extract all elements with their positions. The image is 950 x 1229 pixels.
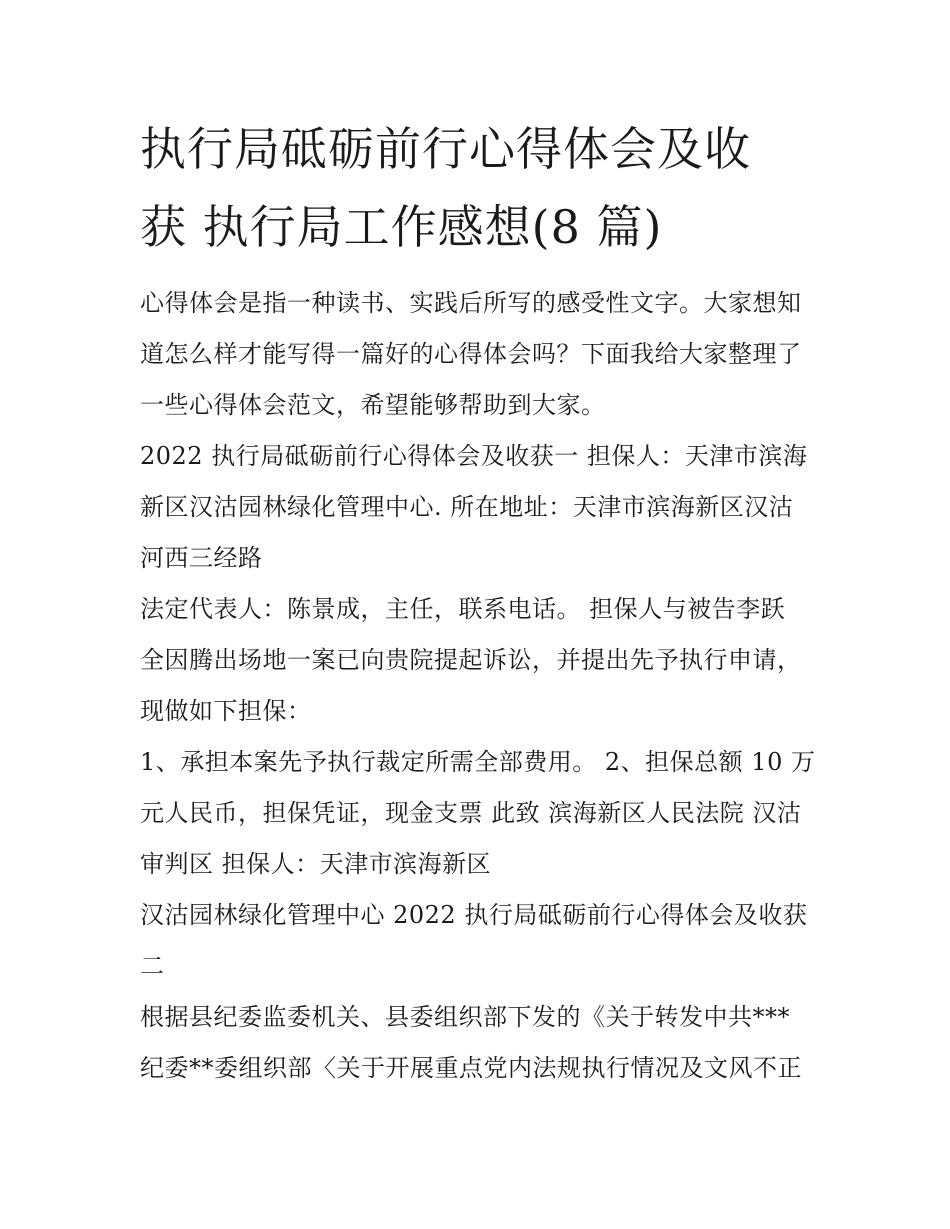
title-line: 获 执行局工作感想(8 篇) — [140, 200, 663, 254]
text-line: 道怎么样才能写得一篇好的心得体会吗？下面我给大家整理了 — [140, 340, 802, 368]
paragraph-legal-representative — [140, 584, 820, 737]
text-line: 1、承担本案先予执行裁定所需全部费用。 2、担保总额 10 万 — [140, 748, 816, 776]
paragraph-section-two-heading — [140, 890, 820, 992]
title-line: 执行局砥砺前行心得体会及收 — [140, 122, 751, 176]
intro-paragraph — [140, 278, 820, 431]
text-line: 新区汉沽园林绿化管理中心. 所在地址：天津市滨海新区汉沽 — [140, 493, 794, 521]
text-line: 元人民币，担保凭证，现金支票 此致 滨海新区人民法院 汉沽 — [140, 799, 802, 827]
text-line: 全因腾出场地一案已向贵院提起诉讼，并提出先予执行申请， — [140, 646, 802, 674]
text-line: 纪委**委组织部〈关于开展重点党内法规执行情况及文风不正 — [140, 1054, 802, 1082]
text-line: 河西三经路 — [140, 544, 263, 572]
text-line: 一些心得体会范文，希望能够帮助到大家。 — [140, 391, 606, 419]
document-page — [140, 110, 820, 1094]
paragraph-guarantor-info — [140, 431, 820, 584]
text-line: 2022 执行局砥砺前行心得体会及收获一 担保人：天津市滨海 — [140, 442, 808, 470]
paragraph-guarantee-terms — [140, 737, 820, 890]
text-line: 心得体会是指一种读书、实践后所写的感受性文字。大家想知 — [140, 289, 802, 317]
paragraph-section-two-body — [140, 992, 820, 1094]
text-line: 审判区 担保人：天津市滨海新区 — [140, 850, 492, 878]
text-line: 法定代表人：陈景成，主任，联系电话。 担保人与被告李跃 — [140, 595, 786, 623]
text-line: 二 — [140, 952, 165, 980]
document-title — [140, 110, 820, 266]
text-line: 现做如下担保： — [140, 697, 312, 725]
text-line: 根据县纪委监委机关、县委组织部下发的《关于转发中共*** — [140, 1003, 790, 1031]
text-line: 汉沽园林绿化管理中心 2022 执行局砥砺前行心得体会及收获 — [140, 901, 808, 929]
